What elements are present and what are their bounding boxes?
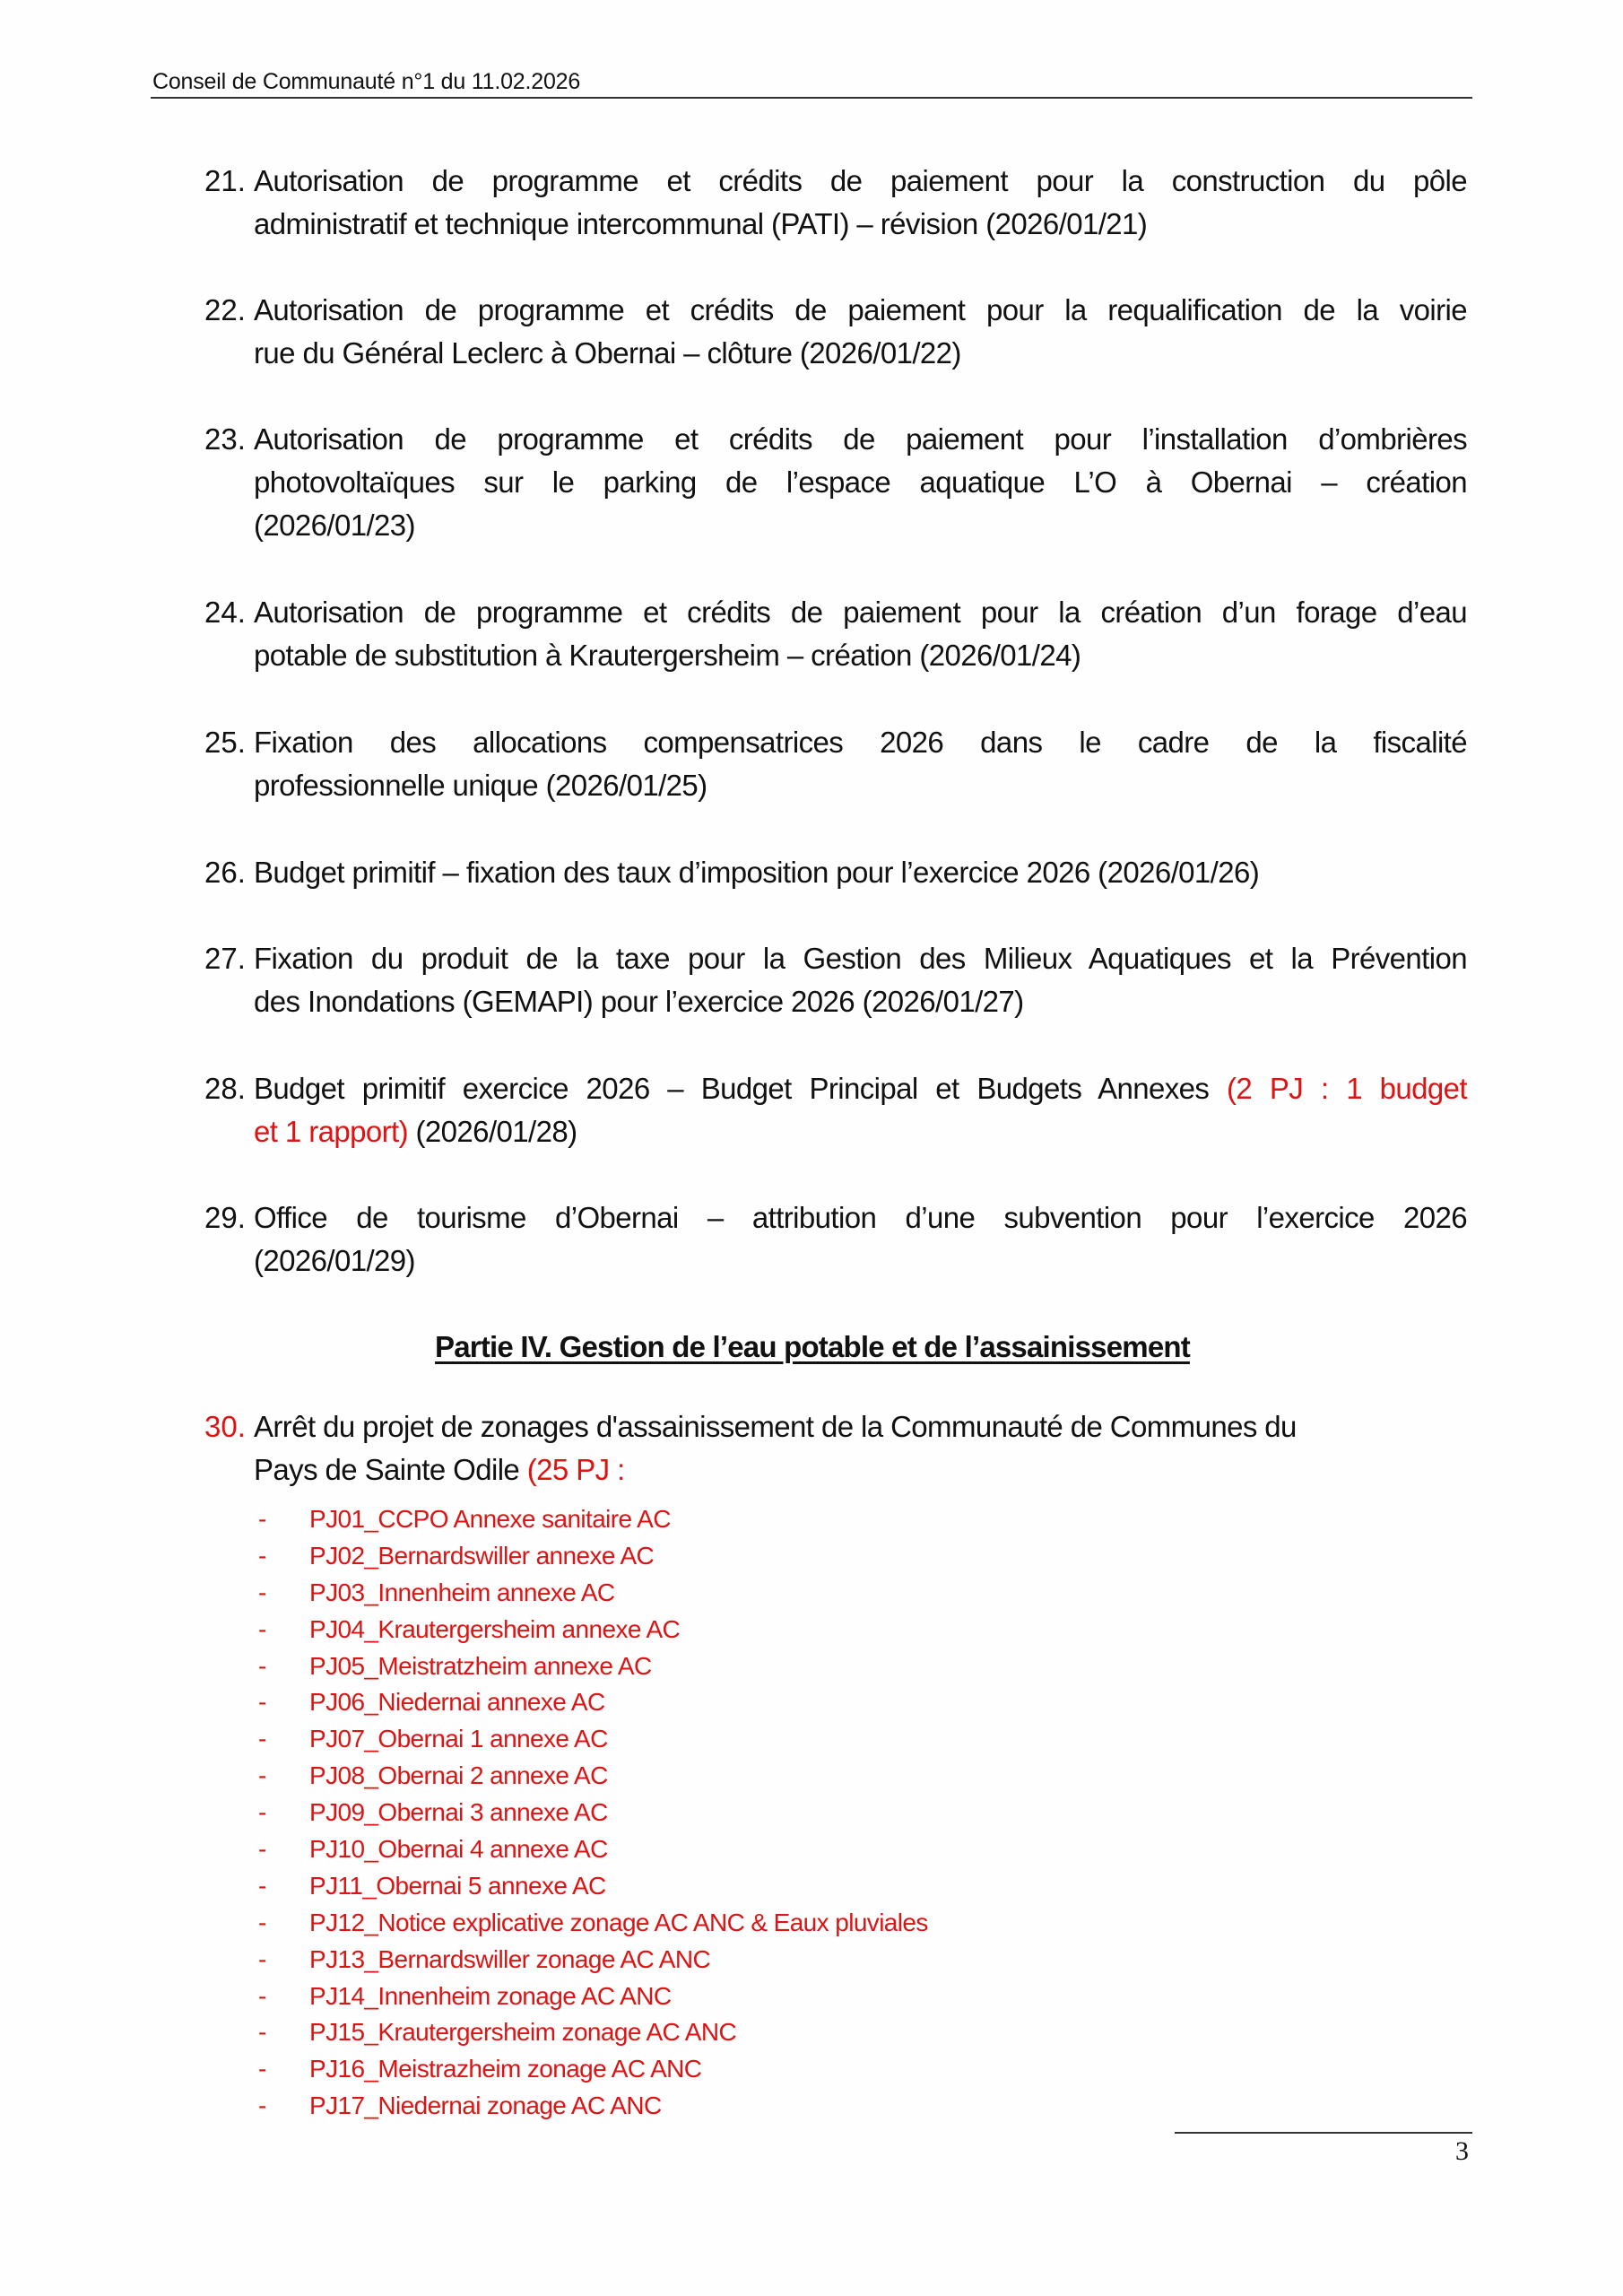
item-number: 30. <box>204 1410 246 1443</box>
bullet-dash: - <box>258 1725 266 1753</box>
page-number: 3 <box>1455 2136 1469 2166</box>
attachment-name: PJ14_Innenheim zonage AC ANC <box>309 1981 672 2010</box>
bullet-dash: - <box>258 1614 266 1643</box>
item-number: 27. <box>204 942 246 975</box>
item-number: 21. <box>204 164 246 197</box>
attachment-name: PJ08_Obernai 2 annexe AC <box>309 1761 608 1790</box>
header-rule <box>151 97 1472 99</box>
bullet-dash: - <box>258 1651 266 1680</box>
item-number: 25. <box>204 726 246 759</box>
item-text-line: Autorisation de programme et crédits de paiement pour la construction du pôle <box>254 164 1467 197</box>
item-text-line: des Inondations (GEMAPI) pour l’exercice 2026 (2026/01/27) <box>254 985 1024 1018</box>
attachment-note: et 1 rapport) <box>254 1115 408 1148</box>
attachment-name: PJ13_Bernardswiller zonage AC ANC <box>309 1944 711 1973</box>
item-number: 24. <box>204 596 246 629</box>
attachment-name: PJ09_Obernai 3 annexe AC <box>309 1798 608 1827</box>
section-heading-text: Partie IV. Gestion de l’eau potable et de l’assainissement <box>435 1330 1190 1363</box>
item-text-line: Budget primitif – fixation des taux d’imposition pour l’exercice 2026 (2026/01/26) <box>254 856 1260 889</box>
attachment-name: PJ03_Innenheim annexe AC <box>309 1578 615 1606</box>
item-text-line: rue du Général Leclerc à Obernai – clôture (2026/01/22) <box>254 336 961 370</box>
footer-rule <box>1175 2132 1472 2134</box>
bullet-dash: - <box>258 1835 266 1864</box>
bullet-dash: - <box>258 1578 266 1606</box>
item-text-line: Autorisation de programme et crédits de paiement pour l’installation d’ombrières <box>254 422 1467 456</box>
bullet-dash: - <box>258 2092 266 2120</box>
item-text: Pays de Sainte Odile <box>254 1453 527 1486</box>
attachment-name: PJ01_CCPO Annexe sanitaire AC <box>309 1505 671 1533</box>
bullet-dash: - <box>258 1541 266 1570</box>
attachment-name: PJ02_Bernardswiller annexe AC <box>309 1541 655 1570</box>
item-number: 23. <box>204 422 246 456</box>
bullet-dash: - <box>258 1761 266 1790</box>
bullet-dash: - <box>258 2018 266 2047</box>
item-text-line: Fixation des allocations compensatrices 2026 dans le cadre de la fiscalité <box>254 726 1467 759</box>
section-heading <box>152 1326 1472 1369</box>
attachment-name: PJ16_Meistrazheim zonage AC ANC <box>309 2055 702 2083</box>
item-number: 29. <box>204 1201 246 1234</box>
item-number: 26. <box>204 856 246 889</box>
item-number: 28. <box>204 1072 246 1105</box>
item-text: (2026/01/28) <box>407 1115 577 1148</box>
item-text-line <box>254 1067 1467 1110</box>
bullet-dash: - <box>258 1798 266 1827</box>
item-text-line: professionnelle unique (2026/01/25) <box>254 769 707 802</box>
item-text-line: administratif et technique intercommunal (PATI) – révision (2026/01/21) <box>254 207 1148 240</box>
attachment-name: PJ06_Niedernai annexe AC <box>309 1688 605 1717</box>
bullet-dash: - <box>258 1505 266 1533</box>
item-text-line: potable de substitution à Krautergersheim – création (2026/01/24) <box>254 639 1081 672</box>
page-header-title: Conseil de Communauté n°1 du 11.02.2026 <box>152 69 581 94</box>
attachment-name: PJ10_Obernai 4 annexe AC <box>309 1835 608 1864</box>
attachment-name: PJ07_Obernai 1 annexe AC <box>309 1725 608 1753</box>
attachment-name: PJ17_Niedernai zonage AC ANC <box>309 2092 662 2120</box>
attachment-name: PJ11_Obernai 5 annexe AC <box>309 1871 606 1900</box>
item-text-line: Autorisation de programme et crédits de paiement pour la requalification de la voirie <box>254 293 1467 326</box>
item-text-line: Fixation du produit de la taxe pour la Gestion des Milieux Aquatiques et la Prévention <box>254 942 1467 975</box>
item-text-line: Autorisation de programme et crédits de paiement pour la création d’un forage d’eau <box>254 596 1467 629</box>
attachment-note: (2 PJ : 1 budget <box>1227 1072 1467 1105</box>
item-text-line: Office de tourisme d’Obernai – attribution d’une subvention pour l’exercice 2026 <box>254 1201 1467 1234</box>
item-text-line <box>254 1448 1467 1492</box>
bullet-dash: - <box>258 1981 266 2010</box>
attachment-name: PJ12_Notice explicative zonage AC ANC & Eaux pluviales <box>309 1908 928 1936</box>
item-text: Budget primitif exercice 2026 – Budget Principal et Budgets Annexes <box>254 1072 1228 1105</box>
bullet-dash: - <box>258 1908 266 1936</box>
attachment-name: PJ04_Krautergersheim annexe AC <box>309 1614 681 1643</box>
item-text-line <box>254 1110 1467 1153</box>
attachment-name: PJ15_Krautergersheim zonage AC ANC <box>309 2018 737 2047</box>
attachment-note: (25 PJ : <box>526 1453 625 1486</box>
item-text-line: Arrêt du projet de zonages d'assainissement de la Communauté de Communes du <box>254 1410 1297 1443</box>
bullet-dash: - <box>258 1944 266 1973</box>
item-text-line: (2026/01/29) <box>254 1244 415 1277</box>
item-text-line: (2026/01/23) <box>254 509 415 542</box>
bullet-dash: - <box>258 2055 266 2083</box>
attachment-name: PJ05_Meistratzheim annexe AC <box>309 1651 652 1680</box>
item-text-line: photovoltaïques sur le parking de l’espace aquatique L’O à Obernai – création <box>254 465 1467 499</box>
bullet-dash: - <box>258 1871 266 1900</box>
item-number: 22. <box>204 293 246 326</box>
bullet-dash: - <box>258 1688 266 1717</box>
